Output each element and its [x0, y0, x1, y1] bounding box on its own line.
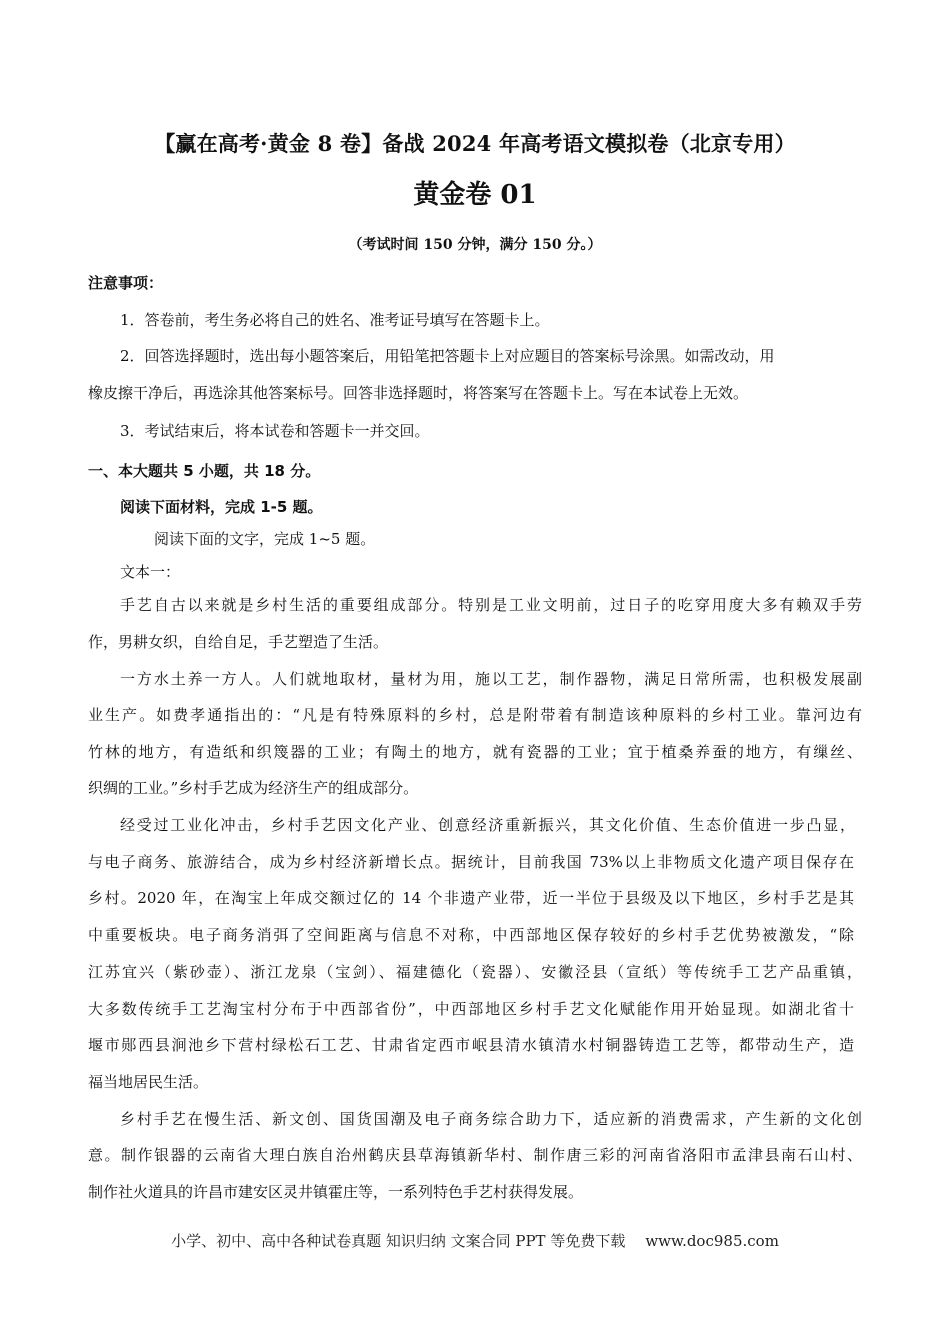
note-item: 3．考试结束后，将本试卷和答题卡一并交回。 [120, 422, 430, 440]
article-line: 一方水土养一方人。人们就地取材，量材为用，施以工艺，制作器物，满足日常所需，也积极发展副 [120, 670, 862, 688]
note-item: 1．答卷前，考生务必将自己的姓名、准考证号填写在答题卡上。 [120, 311, 550, 329]
article-line: 竹林的地方，有造纸和织篾器的工业；有陶土的地方，就有瓷器的工业；宜于植桑养蚕的地方，有缫丝、 [88, 743, 862, 761]
section-instruction: 阅读下面的文字，完成 1~5 题。 [154, 530, 376, 548]
article-line: 意。制作银器的云南省大理白族自治州鹤庆县草海镇新华村、制作唐三彩的河南省洛阳市孟津县南石山村、 [88, 1146, 862, 1164]
paper-subtitle: 黄金卷 01 [413, 180, 537, 210]
section-instruction-bold: 阅读下面材料，完成 1-5 题。 [120, 498, 323, 516]
article-line: 与电子商务、旅游结合，成为乡村经济新增长点。据统计，目前我国 73%以上非物质文化遗产项目保存在 [88, 853, 854, 871]
article-line: 手艺自古以来就是乡村生活的重要组成部分。特别是工业文明前，过日子的吃穿用度大多有赖双手劳 [120, 596, 862, 614]
article-line: 大多数传统手工艺淘宝村分布于中西部省份”，中西部地区乡村手艺文化赋能作用开始显现。如湖北省十 [88, 1000, 854, 1018]
article-line: 作，男耕女织，自给自足，手艺塑造了生活。 [88, 633, 389, 651]
note-item: 2．回答选择题时，选出每小题答案后，用铅笔把答题卡上对应题目的答案标号涂黑。如需改动，用 [120, 347, 775, 365]
article-line: 中重要板块。电子商务消弭了空间距离与信息不对称，中西部地区保存较好的乡村手艺优势被激发，“除 [88, 926, 854, 944]
page-footer [0, 1230, 950, 1251]
article-line: 业生产。如费孝通指出的：“凡是有特殊原料的乡村，总是附带着有制造该种原料的乡村工业。靠河边有 [88, 706, 862, 724]
article-line: 堰市郧西县涧池乡下营村绿松石工艺、甘肃省定西市岷县清水镇清水村铜器铸造工艺等，都带动生产，造 [88, 1036, 854, 1054]
text-label: 文本一： [120, 563, 181, 581]
article-line: 江苏宜兴（紫砂壶）、浙江龙泉（宝剑）、福建德化（瓷器）、安徽泾县（宣纸）等传统手工艺产品重镇， [88, 963, 862, 981]
article-line: 乡村手艺在慢生活、新文创、国货国潮及电子商务综合助力下，适应新的消费需求，产生新的文化创 [120, 1110, 862, 1128]
notes-heading: 注意事项： [88, 274, 164, 292]
article-line: 乡村。2020 年，在淘宝上年成交额过亿的 14 个非遗产业带，近一半位于县级及以下地区，乡村手艺是其 [88, 889, 854, 907]
footer-link[interactable]: www.doc985.com [645, 1232, 779, 1250]
article-line: 制作社火道具的许昌市建安区灵井镇霍庄等，一系列特色手艺村获得发展。 [88, 1183, 584, 1201]
footer-text: 小学、初中、高中各种试卷真题 知识归纳 文案合同 PPT 等免费下载 [171, 1232, 626, 1250]
page-title: 【赢在高考·黄金 8 卷】备战 2024 年高考语文模拟卷（北京专用） [154, 131, 796, 156]
article-line: 福当地居民生活。 [88, 1073, 209, 1091]
article-line: 织绸的工业。”乡村手艺成为经济生产的组成部分。 [88, 779, 419, 797]
section-heading: 一、本大题共 5 小题，共 18 分。 [88, 462, 321, 480]
article-line: 经受过工业化冲击，乡村手艺因文化产业、创意经济重新振兴，其文化价值、生态价值进一步凸显， [120, 816, 855, 834]
exam-info: （考试时间 150 分钟，满分 150 分。） [348, 237, 602, 253]
note-item: 橡皮擦干净后，再选涂其他答案标号。回答非选择题时，将答案写在答题卡上。写在本试卷上无效。 [88, 384, 749, 402]
